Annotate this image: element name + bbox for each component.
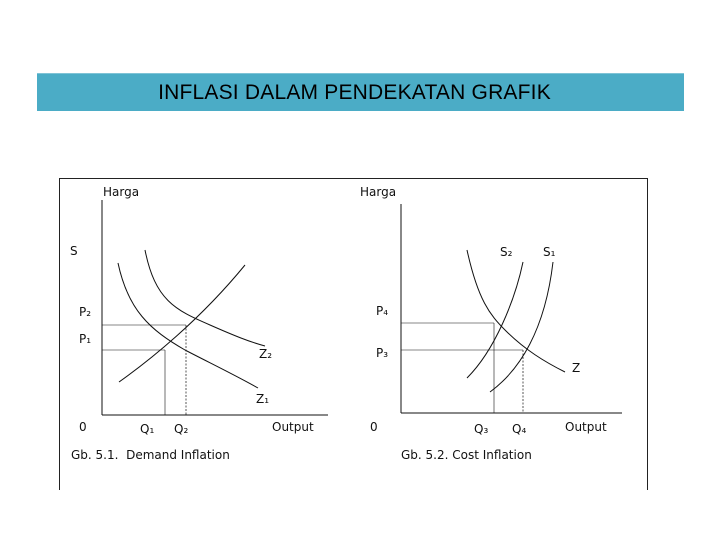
left-origin: 0 [79, 420, 87, 434]
left-caption: Gb. 5.1. Demand Inflation [71, 448, 230, 462]
right-label-s1: S₁ [543, 245, 556, 259]
page-title: INFLASI DALAM PENDEKATAN GRAFIK [158, 80, 551, 104]
right-supply-curve-s2 [467, 262, 523, 378]
left-label-z1: Z₁ [256, 392, 270, 406]
left-label-s: S [70, 244, 78, 258]
left-demand-curve-z2 [145, 250, 265, 346]
right-label-z: Z [572, 361, 581, 375]
left-x-axis-label: Output [272, 420, 314, 434]
right-supply-curve-s1 [490, 262, 553, 392]
left-graph [102, 200, 328, 415]
right-label-q4: Q₄ [512, 422, 527, 436]
right-origin: 0 [370, 420, 378, 434]
left-label-q2: Q₂ [174, 422, 189, 436]
right-x-axis-label: Output [565, 420, 607, 434]
right-label-s2: S₂ [500, 245, 513, 259]
right-label-q3: Q₃ [474, 422, 489, 436]
left-label-q1: Q₁ [140, 422, 155, 436]
left-label-z2: Z₂ [259, 347, 273, 361]
right-demand-curve-z [467, 250, 565, 372]
right-y-axis-label: Harga [360, 185, 397, 199]
left-label-p2: P₂ [79, 305, 92, 319]
left-supply-curve [119, 265, 245, 382]
right-graph [401, 204, 622, 413]
right-label-p3: P₃ [376, 346, 389, 360]
right-caption: Gb. 5.2. Cost Inflation [401, 448, 532, 462]
left-y-axis-label: Harga [103, 185, 140, 199]
left-label-p1: P₁ [79, 332, 92, 346]
right-label-p4: P₄ [376, 304, 389, 318]
